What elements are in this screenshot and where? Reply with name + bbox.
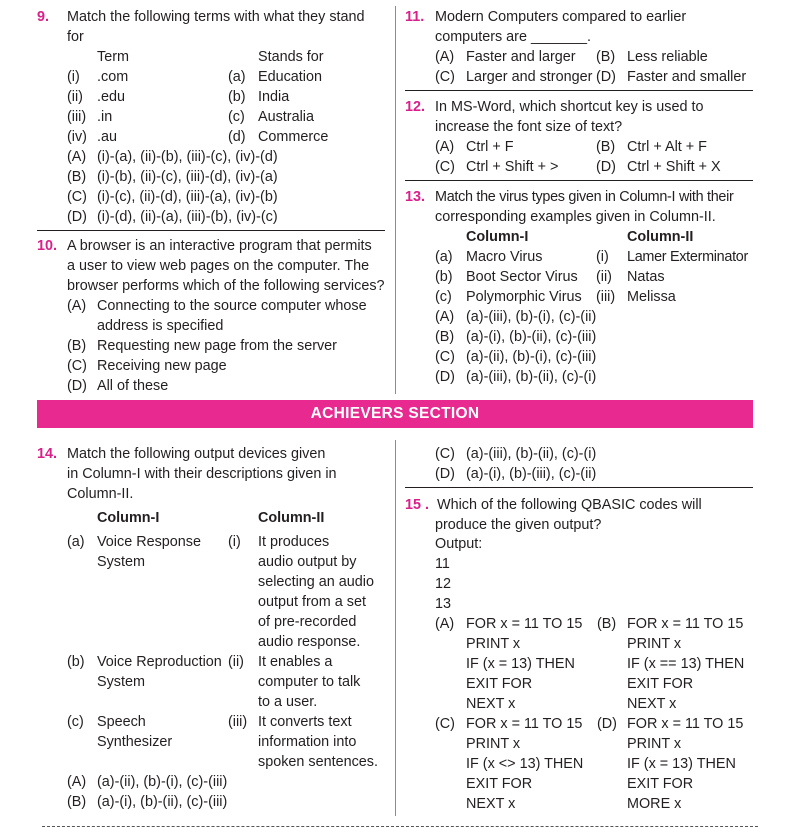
question-text: In MS-Word, which shortcut key is used to [435, 99, 704, 115]
code-line[interactable]: FOR x = 11 TO 15 [466, 616, 583, 632]
code-line[interactable]: EXIT FOR [466, 776, 533, 792]
option-label[interactable]: (A) [435, 616, 455, 632]
row-number: (i) [67, 69, 80, 85]
row-text: Polymorphic Virus [466, 289, 582, 305]
row-value: Lamer Exterminator [627, 249, 748, 265]
option-text[interactable]: Faster and larger [466, 49, 576, 65]
option-label[interactable]: (D) [596, 159, 616, 175]
option-text[interactable]: Requesting new page from the server [97, 338, 337, 354]
question-number: 13. [405, 189, 426, 205]
row-number: (i) [228, 534, 241, 550]
row-letter: (d) [228, 129, 246, 145]
output-line: 11 [435, 556, 450, 572]
row-letter: (c) [435, 289, 452, 305]
row-desc: It produces [258, 534, 330, 550]
code-line[interactable]: EXIT FOR [466, 676, 533, 692]
question-number: 14. [37, 446, 58, 462]
column-divider [395, 440, 396, 816]
row-text: Synthesizer [97, 734, 173, 750]
question-text: computers are _______. [435, 29, 591, 45]
option-label[interactable]: (A) [67, 149, 87, 165]
row-desc: of pre-recorded [258, 614, 357, 630]
question-number: 15 . [405, 497, 430, 513]
option-text[interactable]: (a)-(i), (b)-(ii), (c)-(iii) [97, 794, 228, 810]
row-text: Boot Sector Virus [466, 269, 578, 285]
option-text[interactable]: Ctrl + F [466, 139, 514, 155]
question-text: A browser is an interactive program that permits [67, 238, 372, 254]
code-line[interactable]: IF (x = 13) THEN [466, 656, 575, 672]
option-text[interactable]: (i)-(c), (ii)-(d), (iii)-(a), (iv)-(b) [97, 189, 278, 205]
row-desc: output from a set [258, 594, 366, 610]
question-number: 10. [37, 238, 58, 254]
row-term: .au [97, 129, 118, 145]
row-letter: (b) [228, 89, 246, 105]
option-label[interactable]: (A) [435, 49, 455, 65]
divider [37, 230, 385, 231]
option-label[interactable]: (A) [435, 309, 455, 325]
output-label: Output: [435, 536, 483, 552]
question-text: increase the font size of text? [435, 119, 623, 135]
option-label[interactable]: (D) [67, 209, 87, 225]
row-desc: information into [258, 734, 357, 750]
row-text: Voice Reproduction [97, 654, 222, 670]
option-text[interactable]: (a)-(ii), (b)-(i), (c)-(iii) [466, 349, 597, 365]
option-label[interactable]: (B) [596, 49, 616, 65]
row-text: Macro Virus [466, 249, 543, 265]
option-label[interactable]: (C) [435, 716, 455, 732]
code-line[interactable]: FOR x = 11 TO 15 [627, 616, 744, 632]
option-text[interactable]: (i)-(d), (ii)-(a), (iii)-(b), (iv)-(c) [97, 209, 278, 225]
row-text: Voice Response [97, 534, 202, 550]
option-label[interactable]: (C) [435, 69, 455, 85]
row-number: (i) [596, 249, 609, 265]
code-line[interactable]: NEXT x [466, 796, 516, 812]
code-line[interactable]: NEXT x [627, 696, 677, 712]
question-text: Which of the following QBASIC codes will [437, 497, 702, 513]
option-text[interactable]: (a)-(iii), (b)-(ii), (c)-(i) [466, 369, 597, 385]
option-label[interactable]: (D) [597, 716, 617, 732]
option-label[interactable]: (C) [435, 446, 455, 462]
option-label[interactable]: (C) [67, 358, 87, 374]
row-desc: spoken sentences. [258, 754, 379, 770]
code-line[interactable]: NEXT x [466, 696, 516, 712]
code-line[interactable]: IF (x = 13) THEN [627, 756, 736, 772]
option-label[interactable]: (B) [67, 338, 87, 354]
divider [405, 90, 753, 91]
code-line[interactable]: PRINT x [466, 736, 521, 752]
section-banner: ACHIEVERS SECTION [37, 400, 753, 428]
row-value: India [258, 89, 290, 105]
option-text[interactable]: Ctrl + Shift + X [627, 159, 721, 175]
row-desc: to a user. [258, 694, 318, 710]
row-text: Speech [97, 714, 146, 730]
option-label[interactable]: (D) [67, 378, 87, 394]
question-text: in Column-I with their descriptions given in [67, 466, 337, 482]
option-text[interactable]: (a)-(iii), (b)-(i), (c)-(ii) [466, 309, 597, 325]
option-label[interactable]: (B) [67, 169, 87, 185]
output-line: 13 [435, 596, 452, 612]
row-value: Education [258, 69, 323, 85]
row-letter: (a) [435, 249, 453, 265]
row-letter: (a) [228, 69, 246, 85]
row-desc: audio output by [258, 554, 357, 570]
row-letter: (b) [67, 654, 85, 670]
column-header: Term [97, 49, 129, 65]
option-text[interactable]: Faster and smaller [627, 69, 747, 85]
code-line[interactable]: PRINT x [466, 636, 521, 652]
row-value: Melissa [627, 289, 676, 305]
row-letter: (c) [67, 714, 84, 730]
question-text: browser performs which of the following services? [67, 278, 385, 294]
code-line[interactable]: IF (x <> 13) THEN [466, 756, 584, 772]
row-number: (ii) [67, 89, 83, 105]
row-text: System [97, 554, 145, 570]
page-bottom-rule [42, 826, 758, 827]
row-term: .in [97, 109, 113, 125]
row-value: Commerce [258, 129, 329, 145]
option-label[interactable]: (B) [67, 794, 87, 810]
option-text[interactable]: (a)-(i), (b)-(iii), (c)-(ii) [466, 466, 597, 482]
question-text: a user to view web pages on the computer. The [67, 258, 370, 274]
row-number: (ii) [228, 654, 244, 670]
option-label[interactable]: (B) [435, 329, 455, 345]
column-header: Column-II [627, 229, 694, 245]
row-letter: (b) [435, 269, 453, 285]
column-header: Column-II [258, 510, 325, 526]
question-number: 11. [405, 9, 425, 25]
column-header: Column-I [466, 229, 529, 245]
row-letter: (c) [228, 109, 245, 125]
question-text: Column-II. [67, 486, 134, 502]
code-line[interactable]: IF (x == 13) THEN [627, 656, 745, 672]
option-text[interactable]: Less reliable [627, 49, 708, 65]
question-text: Match the following terms with what they stand [67, 9, 365, 25]
option-text[interactable]: Receiving new page [97, 358, 227, 374]
code-line[interactable]: EXIT FOR [627, 676, 694, 692]
divider [405, 180, 753, 181]
row-number: (iv) [67, 129, 87, 145]
option-label[interactable]: (D) [435, 466, 455, 482]
row-term: .com [97, 69, 129, 85]
code-line[interactable]: FOR x = 11 TO 15 [627, 716, 744, 732]
option-label[interactable]: (D) [596, 69, 616, 85]
option-label[interactable]: (A) [67, 774, 87, 790]
column-header: Column-I [97, 510, 160, 526]
row-number: (iii) [67, 109, 87, 125]
code-line[interactable]: MORE x [627, 796, 682, 812]
question-text: produce the given output? [435, 517, 602, 533]
row-value: Australia [258, 109, 314, 125]
code-line[interactable]: PRINT x [627, 736, 682, 752]
question-text: for [67, 29, 84, 45]
question-text: corresponding examples given in Column-II. [435, 209, 716, 225]
row-value: Natas [627, 269, 665, 285]
question-text: Match the virus types given in Column-I with their [435, 189, 734, 205]
question-number: 9. [37, 9, 50, 25]
option-text[interactable]: address is specified [97, 318, 224, 334]
question-number: 12. [405, 99, 426, 115]
code-line[interactable]: FOR x = 11 TO 15 [466, 716, 583, 732]
option-label[interactable]: (C) [435, 349, 455, 365]
option-text[interactable]: (a)-(ii), (b)-(i), (c)-(iii) [97, 774, 228, 790]
option-text[interactable]: Larger and stronger [466, 69, 593, 85]
question-text: Modern Computers compared to earlier [435, 9, 687, 25]
row-letter: (a) [67, 534, 85, 550]
divider [405, 487, 753, 488]
row-desc: computer to talk [258, 674, 361, 690]
row-text: System [97, 674, 145, 690]
row-number: (ii) [596, 269, 612, 285]
option-text[interactable]: Ctrl + Alt + F [627, 139, 707, 155]
row-desc: selecting an audio [258, 574, 375, 590]
column-header: Stands for [258, 49, 324, 65]
option-text[interactable]: (a)-(iii), (b)-(ii), (c)-(i) [466, 446, 597, 462]
row-desc: It enables a [258, 654, 333, 670]
column-divider [395, 6, 396, 394]
option-text[interactable]: Ctrl + Shift + > [466, 159, 559, 175]
option-text[interactable]: (a)-(i), (b)-(ii), (c)-(iii) [466, 329, 597, 345]
option-label[interactable]: (C) [435, 159, 455, 175]
option-text[interactable]: (i)-(a), (ii)-(b), (iii)-(c), (iv)-(d) [97, 149, 278, 165]
code-line[interactable]: PRINT x [627, 636, 682, 652]
option-label[interactable]: (A) [435, 139, 455, 155]
question-text: Match the following output devices given [67, 446, 326, 462]
option-label[interactable]: (B) [597, 616, 617, 632]
option-label[interactable]: (C) [67, 189, 87, 205]
row-number: (iii) [228, 714, 248, 730]
option-text[interactable]: All of these [97, 378, 169, 394]
row-desc: audio response. [258, 634, 361, 650]
row-number: (iii) [596, 289, 616, 305]
option-text[interactable]: Connecting to the source computer whose [97, 298, 367, 314]
code-line[interactable]: EXIT FOR [627, 776, 694, 792]
option-label[interactable]: (D) [435, 369, 455, 385]
row-desc: It converts text [258, 714, 352, 730]
row-term: .edu [97, 89, 126, 105]
option-label[interactable]: (B) [596, 139, 616, 155]
option-text[interactable]: (i)-(b), (ii)-(c), (iii)-(d), (iv)-(a) [97, 169, 278, 185]
output-line: 12 [435, 576, 452, 592]
option-label[interactable]: (A) [67, 298, 87, 314]
